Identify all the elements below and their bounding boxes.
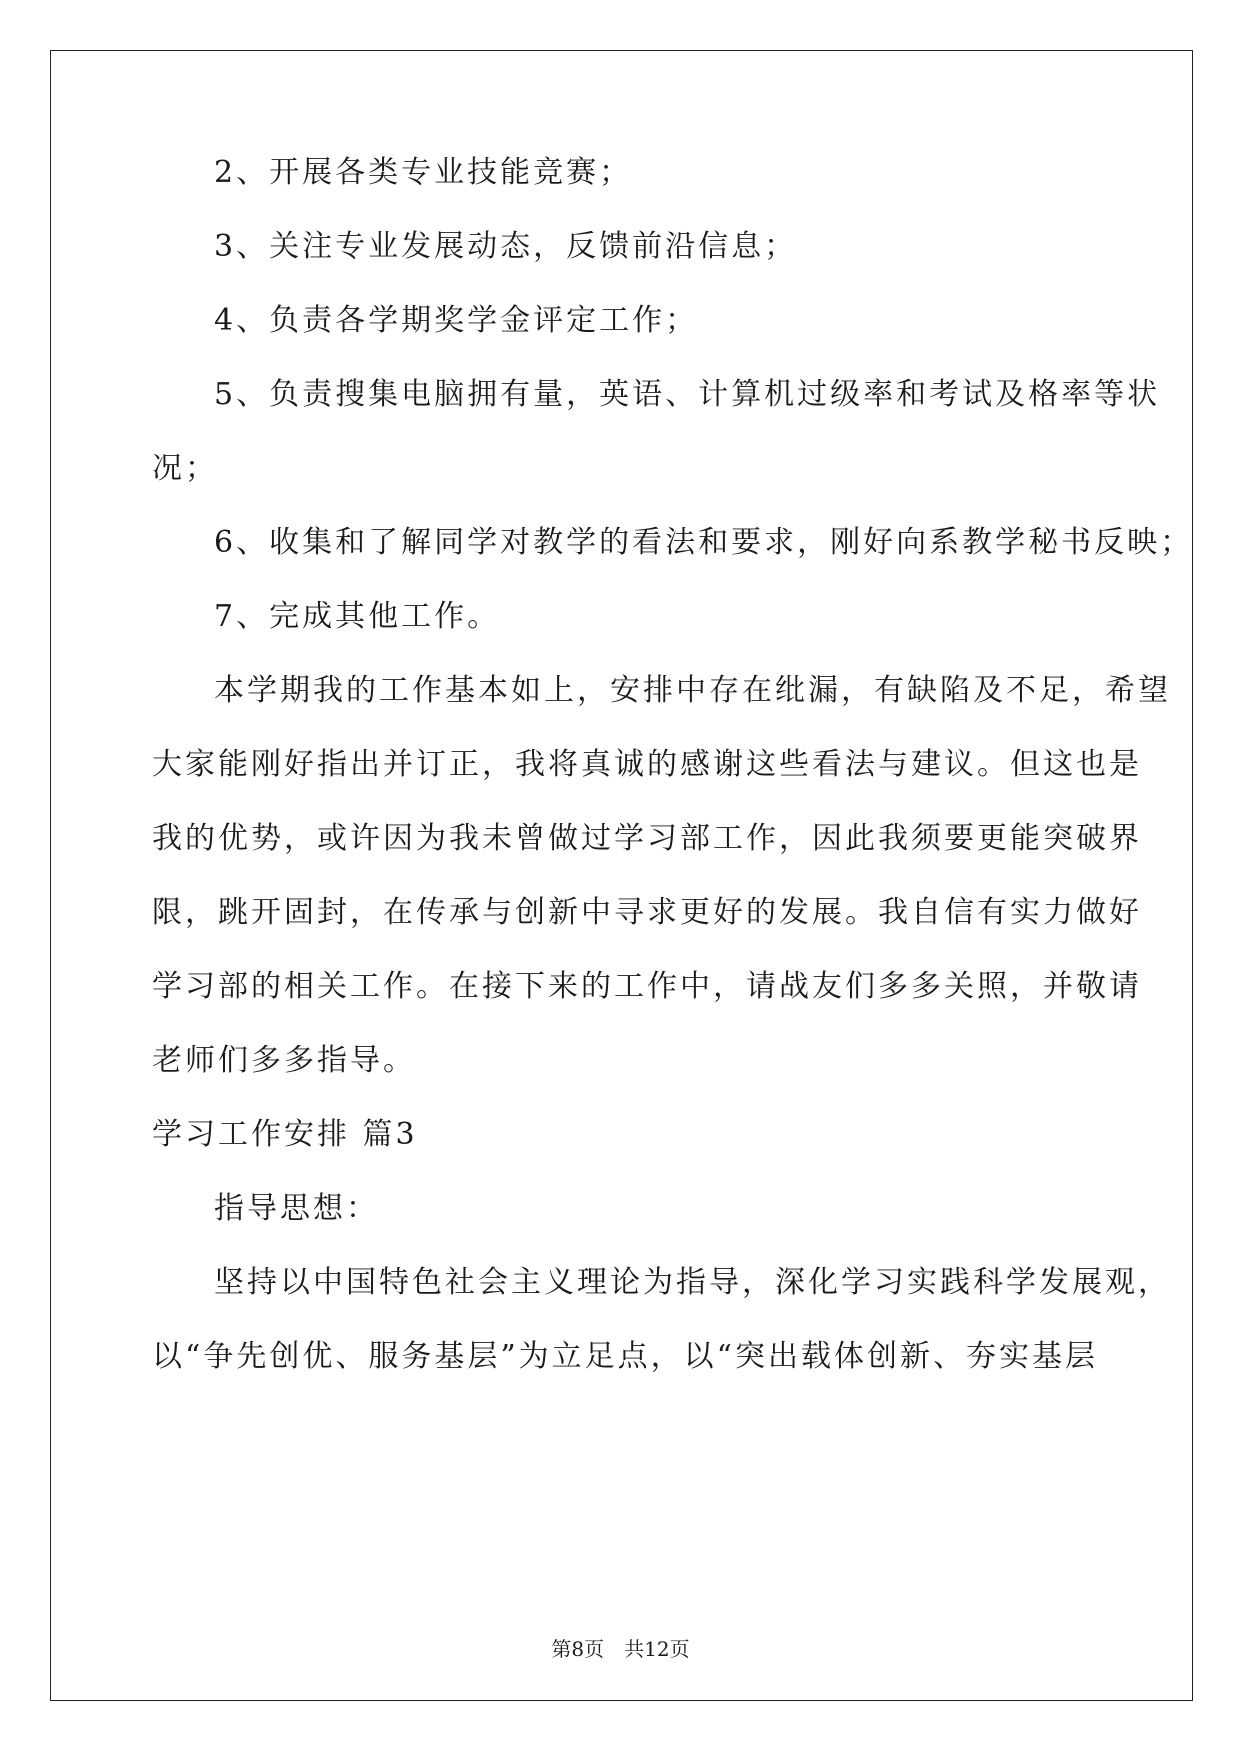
paragraph-line: 本学期我的工作基本如上，安排中存在纰漏，有缺陷及不足，希望	[214, 673, 1171, 708]
page-number: 第8页 共12页	[551, 1637, 690, 1661]
page-border	[50, 50, 1193, 1701]
list-item: 5、负责搜集电脑拥有量，英语、计算机过级率和考试及格率等状	[214, 377, 1161, 412]
paragraph-line: 老师们多多指导。	[152, 1043, 416, 1078]
paragraph-line: 我的优势，或许因为我未曾做过学习部工作，因此我须要更能突破界	[152, 821, 1142, 856]
list-item: 4、负责各学期奖学金评定工作；	[214, 303, 699, 338]
text-line: 况；	[152, 451, 218, 486]
subheading: 指导思想：	[214, 1191, 379, 1226]
list-item: 2、开展各类专业技能竞赛；	[214, 155, 633, 190]
paragraph-line: 以“争先创优、服务基层”为立足点，以“突出载体创新、夯实基层	[152, 1339, 1099, 1374]
paragraph-line: 限，跳开固封，在传承与创新中寻求更好的发展。我自信有实力做好	[152, 895, 1142, 930]
paragraph-line: 坚持以中国特色社会主义理论为指导，深化学习实践科学发展观，	[214, 1265, 1171, 1300]
paragraph-line: 学习部的相关工作。在接下来的工作中，请战友们多多关照，并敬请	[152, 969, 1142, 1004]
list-item: 6、收集和了解同学对教学的看法和要求，刚好向系教学秘书反映；	[214, 525, 1194, 560]
section-heading: 学习工作安排 篇3	[152, 1117, 418, 1152]
list-item: 7、完成其他工作。	[214, 599, 501, 634]
list-item: 3、关注专业发展动态，反馈前沿信息；	[214, 229, 798, 264]
paragraph-line: 大家能刚好指出并订正，我将真诚的感谢这些看法与建议。但这也是	[152, 747, 1142, 782]
